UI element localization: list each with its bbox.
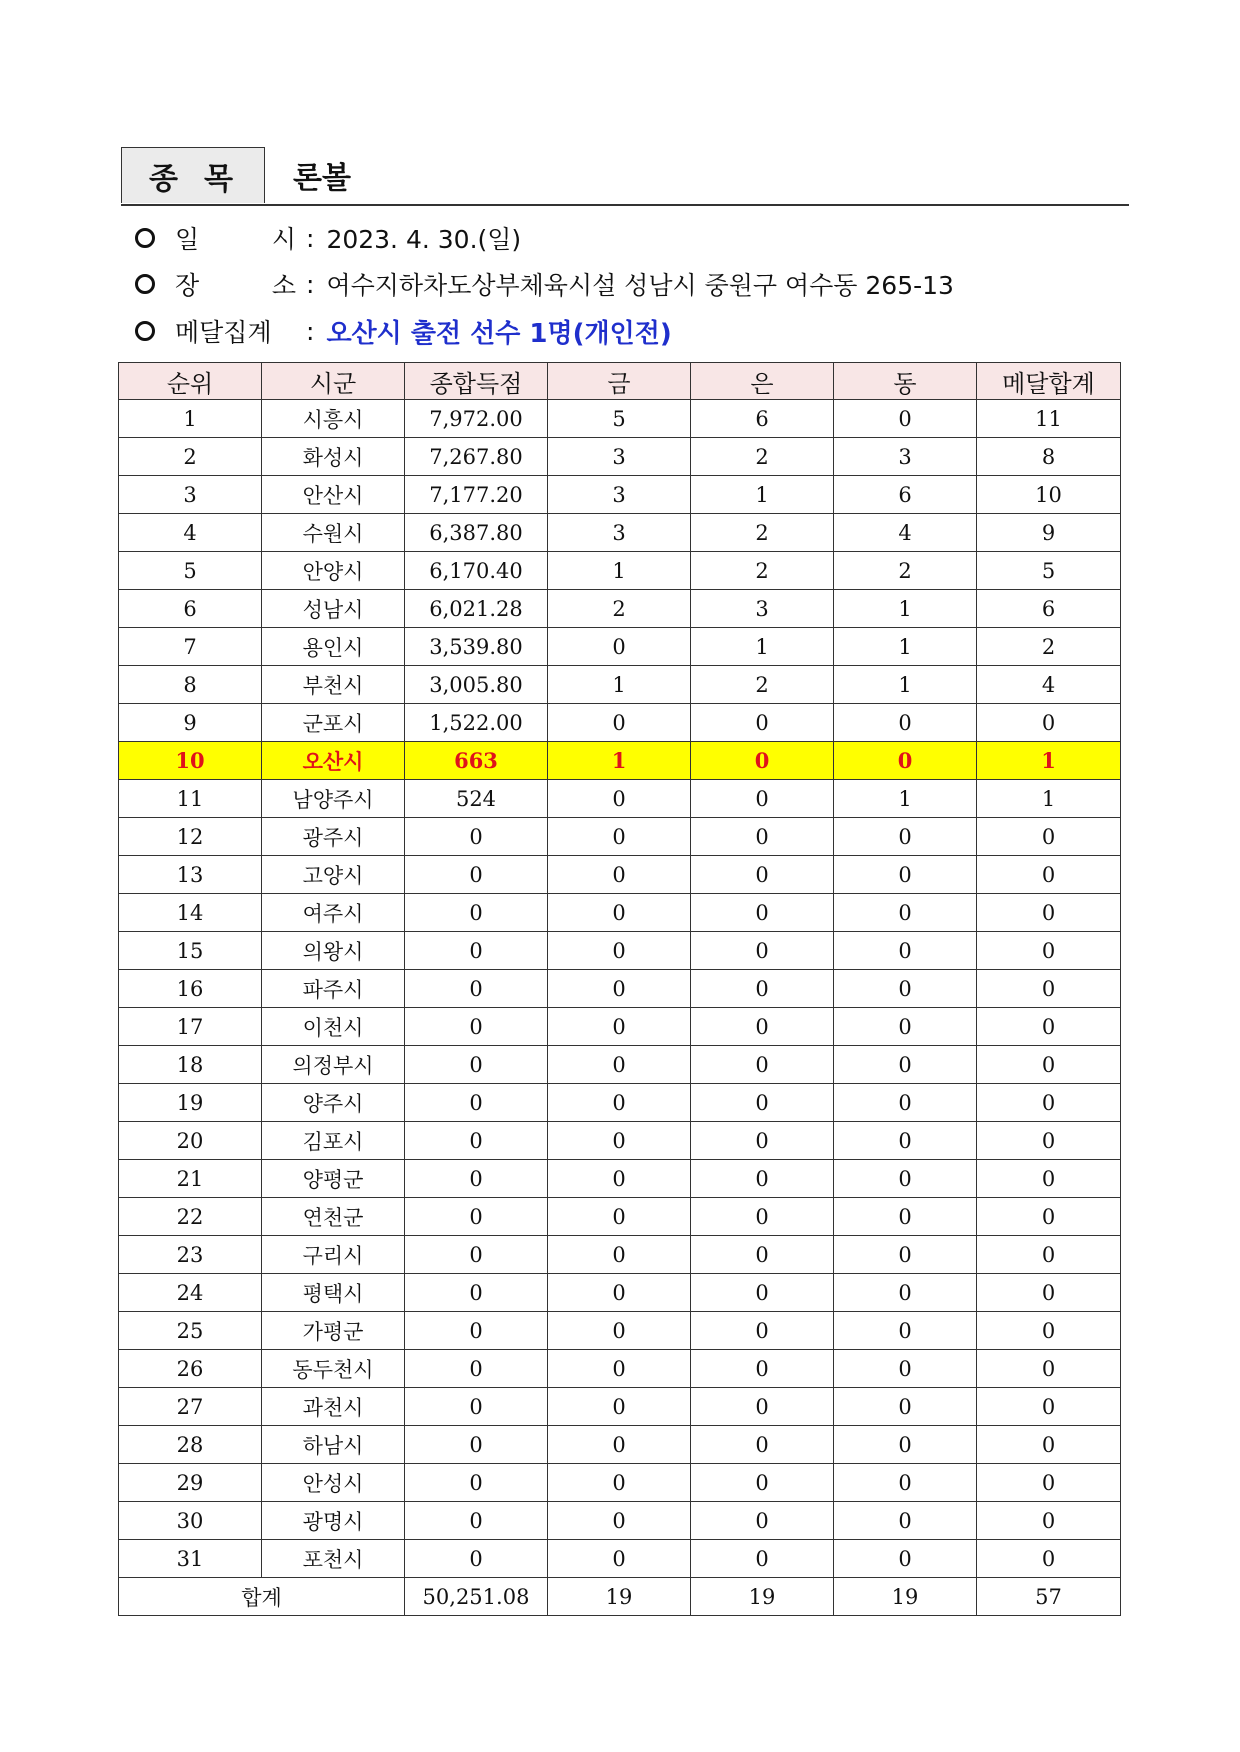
cell-medal-total: 0 [977, 1236, 1121, 1274]
cell-silver: 0 [691, 894, 834, 932]
cell-bronze: 0 [834, 1046, 977, 1084]
info-value-venue: 여수지하차도상부체육시설 성남시 중원구 여수동 265-13 [326, 271, 954, 300]
cell-score: 0 [405, 1236, 548, 1274]
cell-rank: 1 [119, 400, 262, 438]
table-row [119, 1160, 1121, 1198]
cell-silver: 0 [691, 1122, 834, 1160]
info-line-date [135, 218, 521, 258]
cell-medal-total: 11 [977, 400, 1121, 438]
cell-region: 용인시 [262, 628, 405, 666]
cell-rank: 28 [119, 1426, 262, 1464]
info-value-medal-summary: 오산시 출전 선수 1명(개인전) [326, 318, 672, 349]
cell-rank: 12 [119, 818, 262, 856]
cell-gold: 0 [548, 818, 691, 856]
cell-silver: 0 [691, 1084, 834, 1122]
cell-region: 포천시 [262, 1540, 405, 1578]
cell-medal-total: 0 [977, 1502, 1121, 1540]
cell-silver: 2 [691, 438, 834, 476]
cell-medal-total: 0 [977, 894, 1121, 932]
cell-score: 663 [405, 742, 548, 780]
cell-bronze: 0 [834, 818, 977, 856]
cell-gold: 2 [548, 590, 691, 628]
info-key-date: 일 시 [175, 225, 296, 254]
cell-score: 6,387.80 [405, 514, 548, 552]
total-label: 합계 [119, 1578, 405, 1616]
cell-region: 부천시 [262, 666, 405, 704]
event-label: 종목 [121, 147, 265, 203]
cell-bronze: 1 [834, 628, 977, 666]
cell-rank: 22 [119, 1198, 262, 1236]
table-row [119, 1388, 1121, 1426]
cell-silver: 1 [691, 476, 834, 514]
table-row [119, 704, 1121, 742]
table-row [119, 1046, 1121, 1084]
cell-rank: 15 [119, 932, 262, 970]
cell-medal-total: 2 [977, 628, 1121, 666]
table-row [119, 1426, 1121, 1464]
cell-bronze: 0 [834, 1236, 977, 1274]
table-row [119, 1122, 1121, 1160]
table-row [119, 1350, 1121, 1388]
cell-gold: 0 [548, 704, 691, 742]
cell-gold: 0 [548, 628, 691, 666]
cell-bronze: 0 [834, 704, 977, 742]
table-row [119, 400, 1121, 438]
cell-medal-total: 1 [977, 780, 1121, 818]
table-row [119, 666, 1121, 704]
cell-region: 양평군 [262, 1160, 405, 1198]
cell-medal-total: 0 [977, 1388, 1121, 1426]
cell-gold: 1 [548, 552, 691, 590]
cell-region: 파주시 [262, 970, 405, 1008]
cell-rank: 31 [119, 1540, 262, 1578]
table-row [119, 1198, 1121, 1236]
cell-medal-total: 10 [977, 476, 1121, 514]
total-score: 50,251.08 [405, 1578, 548, 1616]
cell-bronze: 0 [834, 894, 977, 932]
cell-bronze: 0 [834, 400, 977, 438]
table-row [119, 1502, 1121, 1540]
cell-medal-total: 1 [977, 742, 1121, 780]
cell-silver: 0 [691, 1198, 834, 1236]
cell-score: 0 [405, 856, 548, 894]
cell-bronze: 0 [834, 1160, 977, 1198]
table-row [119, 476, 1121, 514]
info-colon: : [306, 269, 315, 299]
cell-silver: 2 [691, 552, 834, 590]
cell-rank: 9 [119, 704, 262, 742]
cell-score: 0 [405, 1160, 548, 1198]
bullet-circle-icon [135, 321, 155, 341]
cell-bronze: 0 [834, 1084, 977, 1122]
cell-region: 이천시 [262, 1008, 405, 1046]
cell-score: 524 [405, 780, 548, 818]
cell-silver: 1 [691, 628, 834, 666]
total-row [119, 1578, 1121, 1616]
cell-silver: 0 [691, 1274, 834, 1312]
cell-medal-total: 0 [977, 1046, 1121, 1084]
cell-rank: 2 [119, 438, 262, 476]
info-colon: : [306, 316, 315, 346]
header-region: 시군 [262, 363, 405, 400]
cell-region: 시흥시 [262, 400, 405, 438]
table-row [119, 1312, 1121, 1350]
cell-score: 3,539.80 [405, 628, 548, 666]
total-silver: 19 [691, 1578, 834, 1616]
cell-rank: 17 [119, 1008, 262, 1046]
header-bronze: 동 [834, 363, 977, 400]
cell-gold: 0 [548, 1540, 691, 1578]
cell-score: 7,972.00 [405, 400, 548, 438]
header-score: 종합득점 [405, 363, 548, 400]
cell-bronze: 0 [834, 1274, 977, 1312]
cell-medal-total: 0 [977, 1426, 1121, 1464]
cell-silver: 2 [691, 514, 834, 552]
cell-gold: 0 [548, 894, 691, 932]
cell-score: 0 [405, 894, 548, 932]
cell-score: 1,522.00 [405, 704, 548, 742]
cell-score: 7,267.80 [405, 438, 548, 476]
cell-bronze: 1 [834, 666, 977, 704]
cell-gold: 1 [548, 742, 691, 780]
cell-gold: 0 [548, 1046, 691, 1084]
cell-score: 6,170.40 [405, 552, 548, 590]
cell-region: 김포시 [262, 1122, 405, 1160]
event-value: 론볼 [293, 161, 351, 196]
header-medal-total: 메달합계 [977, 363, 1121, 400]
bullet-circle-icon [135, 228, 155, 248]
table-row [119, 932, 1121, 970]
cell-medal-total: 0 [977, 932, 1121, 970]
cell-gold: 5 [548, 400, 691, 438]
cell-gold: 3 [548, 438, 691, 476]
table-header-row [119, 363, 1121, 400]
cell-bronze: 0 [834, 1540, 977, 1578]
cell-silver: 0 [691, 856, 834, 894]
cell-bronze: 0 [834, 1426, 977, 1464]
cell-silver: 0 [691, 932, 834, 970]
cell-medal-total: 6 [977, 590, 1121, 628]
cell-medal-total: 4 [977, 666, 1121, 704]
cell-silver: 0 [691, 1312, 834, 1350]
cell-region: 남양주시 [262, 780, 405, 818]
cell-bronze: 0 [834, 1198, 977, 1236]
cell-bronze: 0 [834, 1464, 977, 1502]
cell-bronze: 0 [834, 1502, 977, 1540]
table-row [119, 438, 1121, 476]
cell-medal-total: 0 [977, 1008, 1121, 1046]
cell-silver: 0 [691, 1502, 834, 1540]
cell-silver: 0 [691, 1236, 834, 1274]
cell-silver: 0 [691, 742, 834, 780]
cell-bronze: 0 [834, 1008, 977, 1046]
cell-rank: 16 [119, 970, 262, 1008]
cell-gold: 1 [548, 666, 691, 704]
cell-gold: 0 [548, 1502, 691, 1540]
cell-rank: 27 [119, 1388, 262, 1426]
cell-gold: 0 [548, 856, 691, 894]
cell-gold: 0 [548, 970, 691, 1008]
cell-bronze: 4 [834, 514, 977, 552]
cell-region: 성남시 [262, 590, 405, 628]
table-row [119, 1464, 1121, 1502]
cell-rank: 14 [119, 894, 262, 932]
cell-bronze: 6 [834, 476, 977, 514]
cell-gold: 0 [548, 932, 691, 970]
cell-region: 수원시 [262, 514, 405, 552]
cell-region: 의왕시 [262, 932, 405, 970]
cell-silver: 0 [691, 970, 834, 1008]
cell-region: 과천시 [262, 1388, 405, 1426]
cell-silver: 2 [691, 666, 834, 704]
cell-rank: 11 [119, 780, 262, 818]
cell-region: 여주시 [262, 894, 405, 932]
cell-gold: 0 [548, 1198, 691, 1236]
cell-region: 광명시 [262, 1502, 405, 1540]
cell-region: 오산시 [262, 742, 405, 780]
cell-region: 안양시 [262, 552, 405, 590]
cell-region: 광주시 [262, 818, 405, 856]
cell-medal-total: 8 [977, 438, 1121, 476]
cell-bronze: 0 [834, 1122, 977, 1160]
cell-gold: 0 [548, 1160, 691, 1198]
cell-bronze: 1 [834, 590, 977, 628]
table-row [119, 1084, 1121, 1122]
cell-rank: 21 [119, 1160, 262, 1198]
table-row [119, 856, 1121, 894]
cell-silver: 0 [691, 1008, 834, 1046]
cell-medal-total: 0 [977, 1540, 1121, 1578]
cell-bronze: 0 [834, 1350, 977, 1388]
table-row [119, 780, 1121, 818]
cell-score: 0 [405, 1046, 548, 1084]
cell-region: 안성시 [262, 1464, 405, 1502]
cell-bronze: 0 [834, 932, 977, 970]
cell-rank: 13 [119, 856, 262, 894]
cell-rank: 6 [119, 590, 262, 628]
cell-bronze: 0 [834, 856, 977, 894]
cell-score: 0 [405, 932, 548, 970]
table-row [119, 514, 1121, 552]
cell-score: 7,177.20 [405, 476, 548, 514]
cell-bronze: 0 [834, 1388, 977, 1426]
cell-score: 0 [405, 1464, 548, 1502]
cell-silver: 0 [691, 1464, 834, 1502]
info-line-medal-summary [135, 311, 672, 351]
cell-rank: 23 [119, 1236, 262, 1274]
cell-gold: 0 [548, 1236, 691, 1274]
cell-region: 하남시 [262, 1426, 405, 1464]
cell-medal-total: 0 [977, 970, 1121, 1008]
cell-medal-total: 0 [977, 1084, 1121, 1122]
cell-region: 군포시 [262, 704, 405, 742]
cell-score: 0 [405, 818, 548, 856]
cell-bronze: 3 [834, 438, 977, 476]
cell-medal-total: 0 [977, 1122, 1121, 1160]
event-header [121, 147, 1129, 206]
cell-gold: 0 [548, 1312, 691, 1350]
cell-medal-total: 0 [977, 1464, 1121, 1502]
cell-rank: 20 [119, 1122, 262, 1160]
table-row [119, 1540, 1121, 1578]
table-row [119, 590, 1121, 628]
cell-bronze: 2 [834, 552, 977, 590]
cell-bronze: 1 [834, 780, 977, 818]
cell-bronze: 0 [834, 1312, 977, 1350]
cell-region: 가평군 [262, 1312, 405, 1350]
cell-gold: 0 [548, 1388, 691, 1426]
cell-silver: 0 [691, 1046, 834, 1084]
header-silver: 은 [691, 363, 834, 400]
bullet-circle-icon [135, 274, 155, 294]
cell-rank: 29 [119, 1464, 262, 1502]
cell-score: 0 [405, 1502, 548, 1540]
cell-rank: 19 [119, 1084, 262, 1122]
cell-rank: 30 [119, 1502, 262, 1540]
cell-gold: 0 [548, 1122, 691, 1160]
table-row [119, 970, 1121, 1008]
info-line-venue [135, 264, 954, 304]
table-row [119, 1236, 1121, 1274]
cell-silver: 0 [691, 1350, 834, 1388]
header-rank: 순위 [119, 363, 262, 400]
cell-score: 0 [405, 1198, 548, 1236]
total-bronze: 19 [834, 1578, 977, 1616]
cell-silver: 0 [691, 1426, 834, 1464]
total-medals: 57 [977, 1578, 1121, 1616]
cell-score: 0 [405, 970, 548, 1008]
cell-bronze: 0 [834, 970, 977, 1008]
cell-silver: 6 [691, 400, 834, 438]
cell-gold: 0 [548, 1426, 691, 1464]
cell-region: 고양시 [262, 856, 405, 894]
cell-score: 0 [405, 1540, 548, 1578]
cell-silver: 0 [691, 818, 834, 856]
cell-gold: 0 [548, 1350, 691, 1388]
cell-medal-total: 0 [977, 856, 1121, 894]
cell-medal-total: 0 [977, 1160, 1121, 1198]
cell-medal-total: 9 [977, 514, 1121, 552]
cell-region: 안산시 [262, 476, 405, 514]
info-value-date: 2023. 4. 30.(일) [326, 225, 522, 254]
cell-score: 0 [405, 1008, 548, 1046]
cell-silver: 0 [691, 780, 834, 818]
cell-region: 의정부시 [262, 1046, 405, 1084]
table-row [119, 552, 1121, 590]
cell-region: 구리시 [262, 1236, 405, 1274]
cell-rank: 25 [119, 1312, 262, 1350]
cell-region: 연천군 [262, 1198, 405, 1236]
cell-rank: 18 [119, 1046, 262, 1084]
cell-region: 평택시 [262, 1274, 405, 1312]
cell-silver: 0 [691, 1540, 834, 1578]
cell-score: 0 [405, 1122, 548, 1160]
cell-region: 화성시 [262, 438, 405, 476]
table-row [119, 742, 1121, 780]
cell-bronze: 0 [834, 742, 977, 780]
cell-medal-total: 0 [977, 818, 1121, 856]
cell-score: 0 [405, 1388, 548, 1426]
cell-medal-total: 5 [977, 552, 1121, 590]
cell-gold: 0 [548, 1464, 691, 1502]
total-gold: 19 [548, 1578, 691, 1616]
table-row [119, 628, 1121, 666]
results-table [118, 362, 1121, 1616]
cell-medal-total: 0 [977, 1312, 1121, 1350]
cell-gold: 0 [548, 1008, 691, 1046]
cell-rank: 7 [119, 628, 262, 666]
cell-medal-total: 0 [977, 704, 1121, 742]
cell-silver: 0 [691, 1160, 834, 1198]
cell-gold: 3 [548, 514, 691, 552]
cell-rank: 24 [119, 1274, 262, 1312]
cell-region: 양주시 [262, 1084, 405, 1122]
cell-gold: 0 [548, 780, 691, 818]
cell-score: 0 [405, 1274, 548, 1312]
cell-rank: 8 [119, 666, 262, 704]
results-body [119, 400, 1121, 1578]
cell-score: 0 [405, 1426, 548, 1464]
cell-rank: 3 [119, 476, 262, 514]
table-row [119, 1008, 1121, 1046]
cell-rank: 4 [119, 514, 262, 552]
cell-score: 0 [405, 1084, 548, 1122]
cell-score: 3,005.80 [405, 666, 548, 704]
cell-gold: 0 [548, 1274, 691, 1312]
header-gold: 금 [548, 363, 691, 400]
cell-silver: 0 [691, 704, 834, 742]
info-key-venue: 장 소 [175, 271, 296, 300]
cell-gold: 0 [548, 1084, 691, 1122]
cell-gold: 3 [548, 476, 691, 514]
table-row [119, 1274, 1121, 1312]
table-row [119, 818, 1121, 856]
cell-medal-total: 0 [977, 1198, 1121, 1236]
table-row [119, 894, 1121, 932]
info-colon: : [306, 223, 315, 253]
cell-silver: 0 [691, 1388, 834, 1426]
cell-medal-total: 0 [977, 1274, 1121, 1312]
cell-rank: 5 [119, 552, 262, 590]
cell-rank: 10 [119, 742, 262, 780]
cell-score: 0 [405, 1312, 548, 1350]
cell-silver: 3 [691, 590, 834, 628]
cell-rank: 26 [119, 1350, 262, 1388]
cell-score: 6,021.28 [405, 590, 548, 628]
cell-medal-total: 0 [977, 1350, 1121, 1388]
cell-score: 0 [405, 1350, 548, 1388]
info-key-medal-summary: 메달집계 [175, 318, 272, 347]
cell-region: 동두천시 [262, 1350, 405, 1388]
